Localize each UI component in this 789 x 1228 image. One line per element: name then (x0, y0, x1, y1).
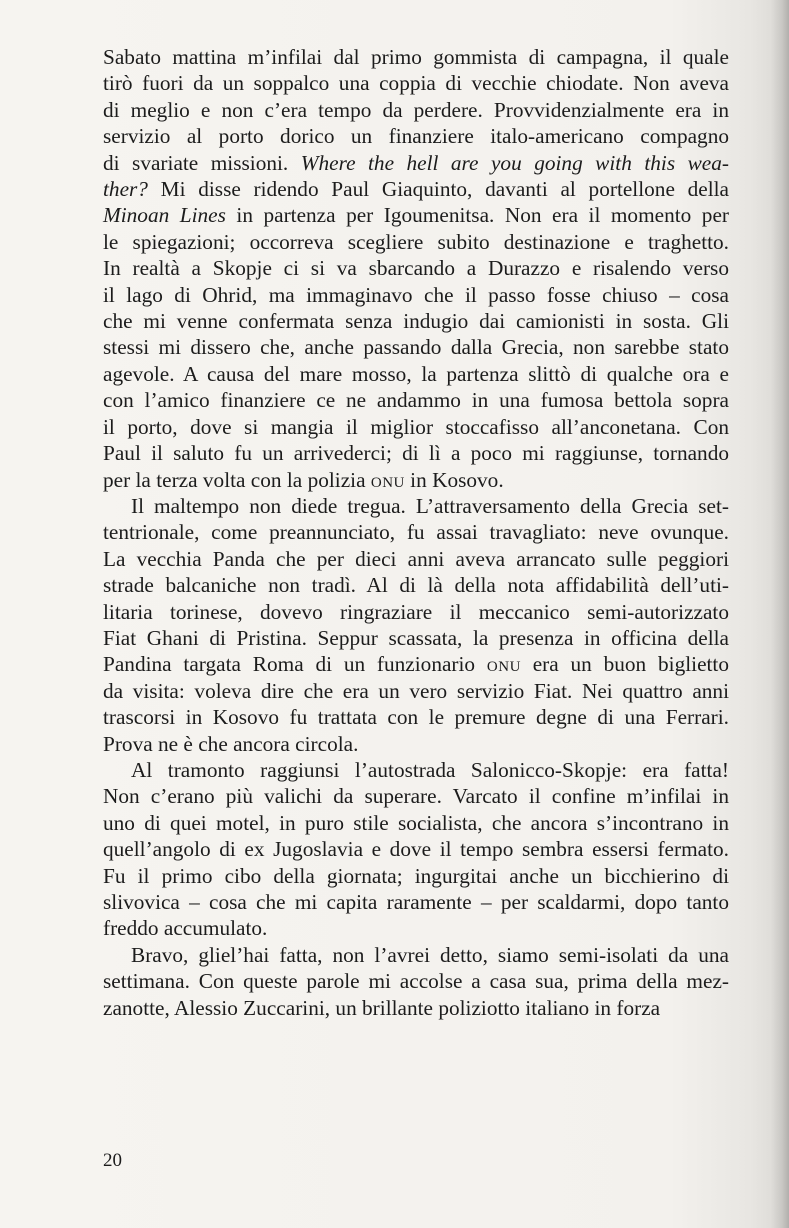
text-line: Il maltempo non diede tregua. L’attraversamento della Grecia set- (131, 493, 729, 518)
text-line: slivovica – cosa che mi capita raramente – per scaldarmi, dopo tanto (103, 890, 729, 914)
text-line: stessi mi dissero che, anche passando dalla Grecia, non sarebbe stato (103, 335, 729, 360)
paragraph (103, 44, 729, 493)
text-line: Minoan Lines in partenza per Igoumenitsa. Non era il momento per (103, 203, 729, 228)
text-line: uno di quei motel, in puro stile socialista, che ancora s’incontrano in (103, 810, 729, 835)
text-line: Bravo, gliel’hai fatta, non l’avrei detto, siamo semi-isolati da una (131, 942, 729, 967)
text-line: strade balcaniche non tradì. Al di là della nota affidabilità dell’uti- (103, 573, 729, 598)
body-text (103, 44, 729, 1021)
binding-shadow (771, 0, 789, 1228)
text-line: da visita: voleva dire che era un vero servizio Fiat. Nei quattro anni (103, 678, 729, 703)
page-number: 20 (103, 1150, 122, 1171)
paragraph (103, 942, 729, 1021)
text-line: Al tramonto raggiunsi l’autostrada Salonicco-Skopje: era fatta! (131, 757, 729, 782)
text-line: con l’amico finanziere ce ne andammo in una fumosa bettola sopra (103, 388, 729, 413)
text-line: litaria torinese, dovevo ringraziare il meccanico semi-autorizzato (103, 599, 729, 624)
text-line: di meglio e non c’era tempo da perdere. Provvidenzialmente era in (103, 97, 729, 122)
text-line: tirò fuori da un soppalco una coppia di vecchie chiodate. Non aveva (103, 71, 729, 96)
text-line: Fu il primo cibo della giornata; ingurgitai anche un bicchierino di (103, 863, 729, 888)
text-line: ther? Mi disse ridendo Paul Giaquinto, davanti al portellone della (103, 177, 729, 202)
text-line: La vecchia Panda che per dieci anni aveva arrancato sulle peggiori (103, 546, 729, 571)
text-line: tentrionale, come preannunciato, fu assai travagliato: neve ovunque. (103, 520, 729, 545)
text-line: il lago di Ohrid, ma immaginavo che il passo fosse chiuso – cosa (103, 282, 729, 307)
text-line: quell’angolo di ex Jugoslavia e dove il tempo sembra essersi fermato. (103, 837, 729, 862)
text-line: In realtà a Skopje ci si va sbarcando a Durazzo e risalendo verso (103, 256, 729, 281)
text-line: settimana. Con queste parole mi accolse a casa sua, prima della mez- (103, 969, 729, 994)
text-line: per la terza volta con la polizia onu in Kosovo. (103, 467, 504, 492)
text-line: il porto, dove si mangia il miglior stoccafisso all’anconetana. Con (103, 414, 729, 439)
text-line: Sabato mattina m’infilai dal primo gommista di campagna, il quale (103, 45, 729, 69)
text-line: Fiat Ghani di Pristina. Seppur scassata, la presenza in officina della (103, 625, 729, 650)
text-line: Pandina targata Roma di un funzionario onu era un buon biglietto (103, 652, 729, 677)
text-line: zanotte, Alessio Zuccarini, un brillante poliziotto italiano in forza (103, 995, 661, 1020)
text-line: Non c’erano più valichi da superare. Varcato il confine m’infilai in (103, 784, 729, 809)
paragraph (103, 493, 729, 757)
text-line: freddo accumulato. (103, 916, 268, 941)
paragraph (103, 757, 729, 942)
text-line: le spiegazioni; occorreva scegliere subito destinazione e traghetto. (103, 229, 729, 254)
text-line: servizio al porto dorico un finanziere italo-americano compagno (103, 124, 729, 149)
text-line: agevole. A causa del mare mosso, la partenza slittò di qualche ora e (103, 361, 729, 386)
text-line: trascorsi in Kosovo fu trattata con le premure degne di una Ferrari. (103, 705, 729, 730)
text-line: di svariate missioni. Where the hell are you going with this wea- (103, 150, 729, 175)
text-line: Paul il saluto fu un arrivederci; di lì a poco mi raggiunse, tornando (103, 441, 729, 466)
text-line: Prova ne è che ancora circola. (103, 731, 359, 756)
text-line: che mi venne confermata senza indugio dai camionisti in sosta. Gli (103, 309, 729, 334)
